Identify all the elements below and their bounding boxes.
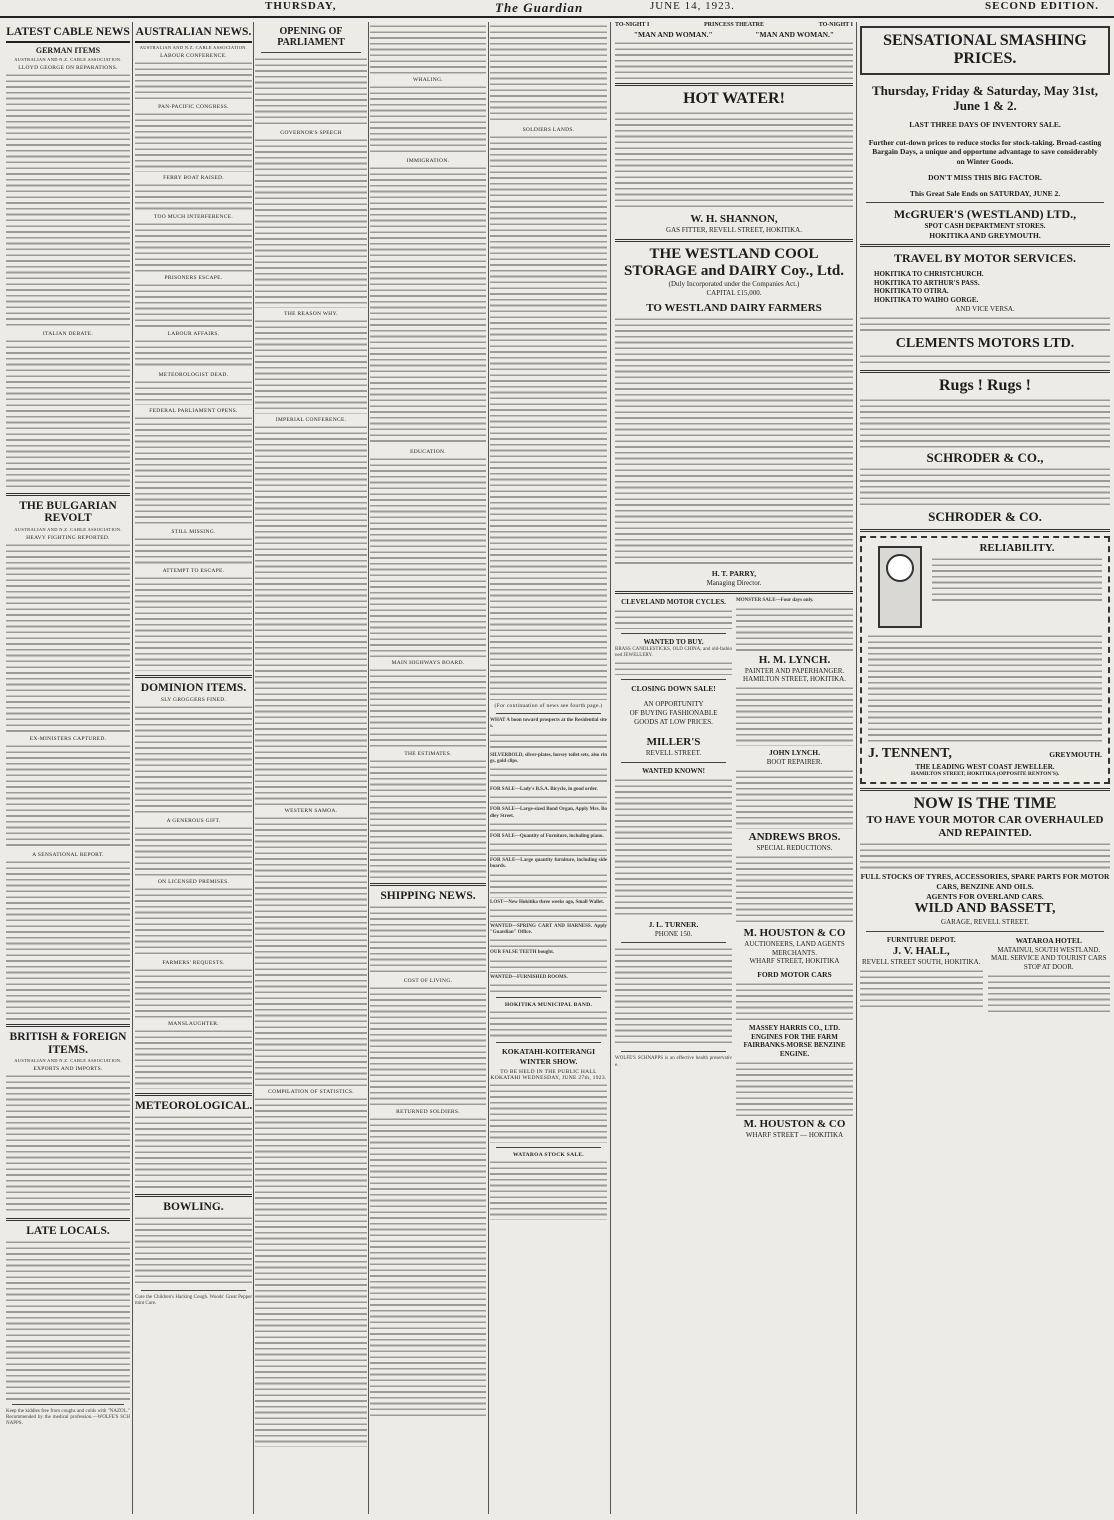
schroder-name-2: SCHRODER & CO. <box>928 509 1042 525</box>
article-body <box>370 166 486 446</box>
column-divider <box>253 22 254 1514</box>
section-heading: AUSTRALIAN NEWS. <box>135 26 252 43</box>
tennent-name: J. TENNENT, <box>868 745 952 761</box>
monster-body <box>736 607 853 652</box>
classified-body <box>490 822 607 832</box>
john-lynch-trade: BOOT REPAIRER. <box>766 757 823 766</box>
clements-body <box>860 354 1110 366</box>
section-heading: SHIPPING NEWS. <box>380 890 476 902</box>
houston-address: WHARF STREET, HOKITIKA <box>749 957 840 966</box>
classified-body <box>490 873 607 898</box>
reliability-body <box>932 557 1102 605</box>
shannon-address: GAS FITTER, REVELL STREET, HOKITIKA. <box>666 225 802 234</box>
article-body <box>370 24 486 74</box>
classified-body <box>490 733 607 751</box>
classified-body <box>490 767 607 785</box>
article-heading: LABOUR CONFERENCE. <box>160 52 227 59</box>
houston-footer-address: WHARF STREET — HOKITIKA <box>745 1131 844 1140</box>
article-heading: GOVERNOR'S SPEECH <box>280 130 342 136</box>
tennent-tagline: THE LEADING WEST COAST JEWELLER. <box>915 762 1055 771</box>
cinema-body <box>615 41 853 79</box>
article-body <box>135 826 252 876</box>
column-divider <box>132 22 133 1514</box>
continuation-note: (For continuation of news see fourth page.) <box>494 703 603 709</box>
westland-incorporated: (Duly Incorporated under the Companies Act.) <box>668 280 800 289</box>
stock-sale-body <box>490 1160 607 1220</box>
agency-line: AUSTRALIAN AND N.Z. CABLE ASSOCIATION. <box>14 56 122 62</box>
article-heading: EXPORTS AND IMPORTS. <box>33 1066 103 1073</box>
article-body <box>370 759 486 879</box>
classified-ad: FOR SALE—Large quantity furniture, including sideboards. <box>490 858 607 870</box>
article-heading: ITALIAN DEBATE. <box>42 330 94 337</box>
article-heading: SOLDIERS LANDS. <box>522 127 575 133</box>
article-body <box>135 1216 252 1286</box>
article-body <box>6 339 130 489</box>
article-heading: EDUCATION. <box>410 449 446 455</box>
motor-services-title: TRAVEL BY MOTOR SERVICES. <box>893 251 1077 266</box>
article-heading: MANSLAUGHTER. <box>168 1021 219 1028</box>
article-body <box>490 24 607 124</box>
article-heading: THE REASON WHY. <box>284 311 338 317</box>
article-heading: PRISONERS ESCAPE. <box>164 274 223 281</box>
inventory-sale: LAST THREE DAYS OF INVENTORY SALE. <box>909 119 1061 129</box>
article-body <box>135 537 252 565</box>
engine-body <box>736 1061 853 1116</box>
column-misc <box>490 22 607 1514</box>
article-body <box>370 457 486 657</box>
section-subheading: GERMAN ITEMS <box>35 45 101 55</box>
masthead <box>0 0 1114 18</box>
clock-icon <box>878 546 922 628</box>
route-4: HOKITIKA TO WAIHO GORGE. <box>874 296 979 304</box>
article-body <box>6 744 130 849</box>
overhaul-ad: TO HAVE YOUR MOTOR CAR OVERHAULED AND REPAINTED. <box>866 813 1104 839</box>
article-heading: A GENEROUS GIFT. <box>166 818 221 825</box>
wanted-known: WANTED KNOWN! <box>642 767 705 776</box>
show-title: KOKATAHI-KOITERANGI WINTER SHOW. <box>501 1046 596 1066</box>
stock-sale-heading: WATAROA STOCK SALE. <box>513 1152 584 1159</box>
schroder-body <box>860 467 1110 507</box>
article-heading: WHALING. <box>412 77 444 83</box>
article-heading: TOO MUCH INTERFERENCE. <box>153 213 234 220</box>
tennent-town: GREYMOUTH. <box>1049 749 1102 759</box>
article-body <box>370 1117 486 1417</box>
garage-body <box>860 842 1110 870</box>
route-1: HOKITIKA TO CHRISTCHURCH. <box>874 269 984 278</box>
article-body <box>255 319 367 414</box>
cinema-tonight-left: TO-NIGHT I <box>615 22 650 28</box>
article-heading: IMMIGRATION. <box>406 158 450 164</box>
turner-phone: PHONE 150. <box>654 929 693 938</box>
article-body <box>370 85 486 155</box>
article-body <box>135 380 252 405</box>
article-body <box>135 61 252 101</box>
classified-body <box>490 959 607 973</box>
article-body <box>6 543 130 733</box>
article-heading: ATTEMPT TO ESCAPE. <box>162 567 225 574</box>
section-heading: BRITISH & FOREIGN ITEMS. <box>9 1030 127 1056</box>
article-body <box>135 1029 252 1089</box>
sale-dates: Thursday, Friday & Saturday, May 31st, June 1 & 2. <box>871 82 1099 114</box>
issue-date: JUNE 14, 1923. <box>650 0 735 12</box>
article-body <box>135 112 252 172</box>
article-heading: WESTERN SAMOA. <box>284 808 338 814</box>
sale-description: Further cut-down prices to reduce stocks for stock-taking. Broad-casting Bargain Days, a unique and opportune advantage to save considerably on Winter Goods. <box>868 137 1102 167</box>
tennent-body <box>868 634 1102 744</box>
motor-body <box>615 609 732 629</box>
dont-miss: DON'T MISS THIS BIG FACTOR. <box>928 172 1042 182</box>
article-heading: MAIN HIGHWAYS BOARD. <box>391 660 465 666</box>
show-schedule-body <box>615 947 732 1047</box>
classified-ad: WANTED—SPRING CART AND HARNESS. Apply "Guardian" Office. <box>490 923 607 935</box>
farm-engines: ENGINES FOR THE FARM <box>751 1032 838 1041</box>
motor-services-body <box>860 316 1110 334</box>
notice-body <box>490 1010 607 1038</box>
john-lynch-body <box>736 769 853 829</box>
article-heading: METEOROLOGIST DEAD. <box>158 371 229 378</box>
wanted-to-buy: WANTED TO BUY. <box>643 638 704 647</box>
show-details: TO BE HELD IN THE PUBLIC HALL KOKATAHI WEDNESDAY, JUNE 27th, 1923. <box>490 1069 607 1082</box>
schroder-name: SCHRODER & CO., <box>926 449 1044 465</box>
article-body <box>255 816 367 1086</box>
article-body <box>135 183 252 211</box>
classified-ad: FOR SALE—Quantity of Furniture, including piano. <box>490 833 604 839</box>
dairy-farmers-heading: TO WESTLAND DAIRY FARMERS <box>646 301 822 314</box>
rugs-body <box>860 398 1110 448</box>
column-divider <box>368 22 369 1514</box>
sale-ends: This Great Sale Ends on SATURDAY, JUNE 2. <box>909 188 1061 198</box>
section-heading: OPENING OF PARLIAMENT <box>277 26 345 48</box>
sensational-prices-title: SENSATIONAL SMASHING PRICES. <box>883 32 1087 68</box>
column-divider <box>488 22 489 1514</box>
article-body <box>255 138 367 308</box>
film-title: "MAN AND WOMAN." <box>633 29 713 39</box>
wild-and-bassett: WILD AND BASSETT, <box>914 901 1056 917</box>
article-heading: FERRY BOAT RAISED. <box>163 174 224 181</box>
houston-footer-name: M. HOUSTON & CO <box>743 1117 846 1130</box>
article-body <box>135 887 252 957</box>
article-body <box>6 73 130 328</box>
section-heading: LATE LOCALS. <box>26 1225 110 1238</box>
agency-line: AUSTRALIAN AND N.Z. CABLE ASSOCIATION. <box>139 44 248 50</box>
hall-address: REVELL STREET SOUTH, HOKITIKA. <box>862 957 981 966</box>
article-heading: COST OF LIVING. <box>403 977 453 984</box>
hall-body <box>860 969 983 1009</box>
brass-ad: BRASS CANDLESTICKS, OLD CHINA, and old-fashioned JEWELLERY. <box>615 646 732 659</box>
section-heading: LATEST CABLE NEWS <box>6 26 130 43</box>
column-divider <box>856 22 857 1514</box>
wild-and-bassett-address: GARAGE, REVELL STREET. <box>941 918 1029 927</box>
motor-cycles-heading: CLEVELAND MOTOR CYCLES. <box>621 598 726 607</box>
column-parliament-continued <box>370 22 486 1514</box>
fairbanks-engine: FAIRBANKS-MORSE BENZINE ENGINE. <box>743 1041 846 1059</box>
column-australian-news <box>135 22 252 1514</box>
article-body <box>135 339 252 369</box>
hotel-service: MAIL SERVICE AND TOURIST CARS STOP AT DOOR. <box>991 954 1107 972</box>
opportunity-line3: GOODS AT LOW PRICES. <box>634 717 713 726</box>
article-heading: FEDERAL PARLIAMENT OPENS. <box>149 407 238 414</box>
article-heading: COMPILATION OF STATISTICS. <box>268 1089 354 1095</box>
route-3: HOKITIKA TO OTIRA. <box>874 287 949 296</box>
classified-body <box>490 938 607 948</box>
now-is-the-time: NOW IS THE TIME <box>913 795 1057 813</box>
classified-body <box>490 842 607 856</box>
classified-body <box>490 983 607 993</box>
stocks-line: FULL STOCKS OF TYRES, ACCESSORIES, SPARE PARTS FOR MOTOR CARS, BENZINE AND OILS. <box>860 872 1110 891</box>
wataroa-hotel: WATAROA HOTEL <box>1015 935 1082 945</box>
lynch-body <box>736 686 853 746</box>
article-heading: FARMERS' REQUESTS. <box>162 960 225 967</box>
show-body <box>490 1083 607 1143</box>
ford-cars: FORD MOTOR CARS <box>757 970 832 980</box>
furniture-depot: FURNITURE DEPOT. <box>886 935 956 944</box>
edition-label: SECOND EDITION. <box>985 0 1100 12</box>
article-body <box>370 986 486 1106</box>
millers-address: REVELL STREET. <box>645 749 702 758</box>
hotel-body <box>988 974 1111 1014</box>
vice-versa: AND VICE VERSA. <box>955 304 1015 313</box>
turner-name: J. L. TURNER. <box>648 919 699 929</box>
classified-ad: FOR SALE—Large-sized Bond Organ, Apply Mrs. Bodley Street. <box>490 807 607 819</box>
classified-ad: WHAT A boon toward prospects at the Residential sites. <box>490 718 607 730</box>
article-body <box>6 1240 130 1400</box>
houston-name: M. HOUSTON & CO <box>743 926 846 939</box>
column-adverts-a <box>615 22 853 1514</box>
brass-body <box>615 661 732 675</box>
rugs-heading: Rugs ! Rugs ! <box>938 377 1031 395</box>
article-heading: A SENSATIONAL REPORT. <box>32 851 104 858</box>
hotel-location: MATAINUI, SOUTH WESTLAND. <box>997 945 1101 954</box>
route-2: HOKITIKA TO ARTHUR'S PASS. <box>874 278 980 287</box>
closing-down-sale: CLOSING DOWN SALE! <box>631 684 716 694</box>
hall-name: J. V. HALL, <box>892 944 950 957</box>
classified-ad: OUR FALSE TEETH bought. <box>490 950 555 956</box>
column-parliament <box>255 22 367 1514</box>
column-cable-news <box>6 22 130 1514</box>
wanted-known-body <box>615 778 732 918</box>
andrews-bros-sub: SPECIAL REDUCTIONS. <box>756 843 833 852</box>
opportunity: AN OPPORTUNITY <box>643 700 704 709</box>
article-body <box>255 425 367 805</box>
article-body <box>135 222 252 272</box>
classified-body <box>490 908 607 922</box>
classified-ad: FOR SALE—Lady's B.S.A. Bicycle, in good order. <box>490 787 598 792</box>
classified-body <box>490 795 607 805</box>
agency-line: AUSTRALIAN AND N.Z. CABLE ASSOCIATION. <box>14 1058 122 1064</box>
agency-line: AUSTRALIAN AND N.Z. CABLE ASSOCIATION. <box>14 526 122 532</box>
article-body <box>135 576 252 671</box>
clements-motors: CLEMENTS MOTORS LTD. <box>895 335 1075 351</box>
john-lynch-name: JOHN LYNCH. <box>769 748 820 758</box>
cinema-name: PRINCESS THEATRE <box>704 22 764 28</box>
overland-agents: AGENTS FOR OVERLAND CARS. <box>926 891 1044 901</box>
section-heading: BOWLING. <box>163 1200 224 1213</box>
article-heading: PAN-PACIFIC CONGRESS. <box>158 103 229 110</box>
lynch-address: HAMILTON STREET, HOKITIKA. <box>743 675 846 684</box>
film-title: "MAN AND WOMAN." <box>755 29 835 39</box>
ford-body <box>736 982 853 1022</box>
article-heading: STILL MISSING. <box>171 528 216 535</box>
article-body <box>135 705 252 815</box>
mcgruers-sub: SPOT CASH DEPARTMENT STORES. <box>924 221 1046 230</box>
article-body <box>490 135 607 700</box>
parry-title: Managing Director. <box>706 578 762 587</box>
article-heading: LLOYD GEORGE ON REPARATIONS. <box>18 64 118 71</box>
dairy-body <box>615 317 853 567</box>
mcgruers-location: HOKITIKA AND GREYMOUTH. <box>929 230 1041 240</box>
andrews-bros-name: ANDREWS BROS. <box>748 830 841 843</box>
advert-text: Keep the kiddies free from coughs and colds with "NAZOL." Recommended by the medical profession.—WOLFE'S SCHNAPPS. <box>6 1408 130 1427</box>
article-body <box>6 860 130 1020</box>
article-body <box>135 1115 252 1190</box>
millers-name: MILLER'S <box>646 736 701 749</box>
classified-ad: LOST—New Hokitika three weeks ago, Small Wallet. <box>490 899 604 905</box>
lynch-name: H. M. LYNCH. <box>758 653 831 666</box>
classified-ad: SILVERBOLD, silver-plates, horsey toilet sets, also rings, gold clips. <box>490 752 607 764</box>
article-heading: RETURNED SOLDIERS. <box>396 1108 460 1115</box>
houston-trade: AUCTIONEERS, LAND AGENTS MERCHANTS. <box>744 939 845 957</box>
article-heading: IMPERIAL CONFERENCE. <box>275 417 347 423</box>
article-heading: THE ESTIMATES. <box>404 751 452 757</box>
article-body <box>6 1074 130 1214</box>
mcgruers-name: McGRUER'S (WESTLAND) LTD., <box>893 207 1077 222</box>
article-heading: EX-MINISTERS CAPTURED. <box>29 735 107 742</box>
column-divider <box>610 22 611 1514</box>
article-body <box>370 905 486 975</box>
article-body <box>135 416 252 526</box>
article-body <box>135 968 252 1018</box>
section-heading: METEOROLOGICAL. <box>135 1100 252 1113</box>
article-heading: HEAVY FIGHTING REPORTED. <box>26 534 110 541</box>
article-heading: LABOUR AFFAIRS. <box>167 330 220 337</box>
cinema-tonight-right: TO-NIGHT I <box>818 22 853 28</box>
andrews-body <box>736 855 853 925</box>
article-body <box>370 668 486 748</box>
article-body <box>255 57 367 127</box>
shannon-name: W. H. SHANNON, <box>690 212 778 225</box>
tennent-address: HAMILTON STREET, HOKITIKA (OPPOSITE RENTON'S). <box>910 771 1060 778</box>
article-body <box>255 1097 367 1447</box>
parry-name: H. T. PARRY, <box>711 568 757 578</box>
opportunity-line2: OF BUYING FASHIONABLE <box>629 708 718 717</box>
article-heading: SLY GROGGERS FINED. <box>160 697 227 704</box>
hot-water-body <box>615 111 853 211</box>
westland-cool-storage-title: THE WESTLAND COOL STORAGE and DAIRY Coy., Ltd. <box>624 245 844 279</box>
section-heading: DOMINION ITEMS. <box>140 681 247 694</box>
issue-day: THURSDAY, <box>265 0 337 12</box>
advert-text: Cure the Children's Hacking Cough. Woods' Great Peppermint Cure. <box>135 1294 252 1306</box>
article-heading: ON LICENSED PREMISES. <box>157 879 230 886</box>
hot-water-ad-title: HOT WATER! <box>683 90 785 108</box>
reliability-heading: RELIABILITY. <box>979 541 1055 554</box>
column-adverts-b <box>860 22 1110 1514</box>
section-heading: THE BULGARIAN REVOLT <box>19 499 117 525</box>
lynch-trade: PAINTER AND PAPERHANGER. <box>744 666 845 675</box>
wolfe-ad: WOLFE'S SCHNAPPS is an effective health preservative. <box>615 1056 732 1068</box>
monster-sale: MONSTER SALE—Four days only. <box>736 598 814 604</box>
massey-harris: MASSEY HARRIS CO., LTD. <box>749 1023 840 1032</box>
article-body <box>135 283 252 328</box>
classified-ad: WANTED—FURNISHED ROOMS. <box>490 974 568 980</box>
band-notice: HOKITIKA MUNICIPAL BAND. <box>504 1001 593 1008</box>
newspaper-title: The Guardian <box>495 0 584 15</box>
westland-capital: CAPITAL £15,000. <box>706 288 762 297</box>
